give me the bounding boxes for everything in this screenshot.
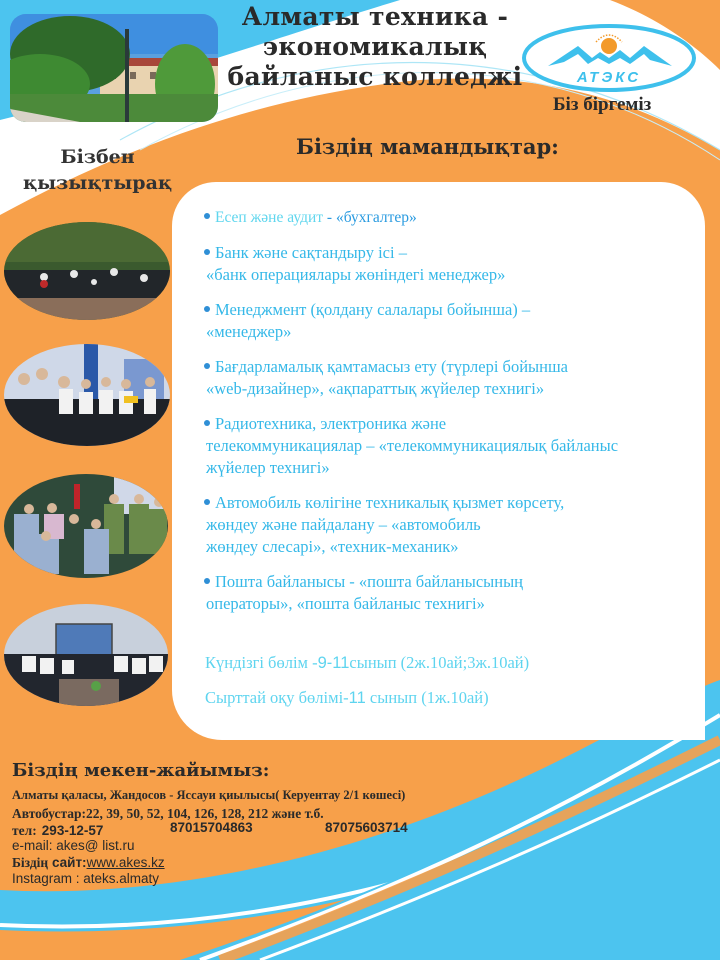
svg-text:АТЭКС: АТЭКС	[576, 69, 642, 86]
specialties-heading: Біздің мамандықтар:	[296, 134, 559, 159]
group-outdoor-photo	[4, 222, 170, 320]
qualification: жүйелер технигі»	[206, 458, 330, 477]
phone-label: тел:	[12, 823, 37, 838]
study-mode-label: Күндізгі бөлім -	[205, 653, 318, 672]
title-line-2: экономикалық	[262, 32, 488, 61]
site-label: Біздің	[12, 855, 49, 870]
qualification: «банк операциялары жөніндегі менеджер»	[206, 265, 506, 284]
qualification: операторы», «пошта байланыс технигі»	[206, 594, 485, 613]
part-time-study	[205, 687, 489, 709]
qualification: «менеджер»	[206, 322, 292, 341]
bullet-icon	[204, 306, 210, 312]
bullet-icon	[204, 499, 210, 505]
phone-number: 87075603714	[325, 820, 408, 835]
slogan: Біз біргеміз	[553, 94, 652, 115]
qualification: «бухгалтер»	[335, 209, 417, 226]
site-label-suffix: сайт:	[48, 855, 87, 870]
qualification: телекоммуникациялар – «телекоммуникациялық байланыс	[206, 436, 619, 455]
address-heading: Біздің мекен-жайымыз:	[12, 760, 270, 781]
specialty-item	[204, 242, 714, 286]
separator: -	[323, 209, 336, 226]
bullet-icon	[204, 213, 210, 219]
specialty-name: Бағдарламалық қамтамасыз ету (түрлері бойынша	[215, 357, 568, 376]
college-title	[225, 2, 525, 92]
specialty-name: Банк және сақтандыру ісі –	[215, 243, 407, 262]
title-line-3: байланыс колледжі	[227, 62, 523, 91]
specialty-name: Пошта байланысы - «пошта байланысының	[215, 572, 523, 591]
full-time-study	[205, 652, 529, 674]
bullet-icon	[204, 249, 210, 255]
address-location: Алматы қаласы, Жандосов - Яссауи қиылысы( Керуентау 2/1 көшесі)	[12, 788, 406, 802]
specialty-item	[204, 356, 714, 400]
study-mode-label: Сырттай оқу бөлімі-	[205, 688, 349, 707]
bullet-icon	[204, 578, 210, 584]
phone-row	[12, 820, 103, 839]
email: e-mail: akes@ list.ru	[12, 838, 135, 853]
specialty-item	[204, 413, 714, 479]
specialties-list	[204, 207, 714, 628]
campus-photo	[10, 14, 218, 122]
study-mode-detail: сынып (2ж.10ай;3ж.10ай)	[349, 653, 530, 672]
study-mode-detail: сынып (1ж.10ай)	[365, 688, 489, 707]
qualification: жөндеу слесарі», «техник-механик»	[206, 537, 459, 556]
specialty-name: Автомобиль көлігіне техникалық қызмет көрсету,	[215, 493, 565, 512]
specialty-item	[204, 299, 714, 343]
qualification: жөндеу және пайдалану – «автомобиль	[206, 515, 481, 534]
website-row	[12, 855, 165, 871]
title-line-1: Алматы техника -	[241, 2, 509, 31]
specialty-item	[204, 492, 714, 558]
instagram-handle: Instagram : ateks.almaty	[12, 871, 160, 886]
specialty-item	[204, 571, 714, 615]
website-link[interactable]: www.akes.kz	[86, 855, 165, 870]
specialty-name: Радиотехника, электроника және	[215, 414, 447, 433]
bullet-icon	[204, 363, 210, 369]
presentation-group-photo	[4, 604, 168, 706]
students-award-photo	[4, 344, 170, 446]
qualification: «web-дизайнер», «ақпараттық жүйелер технигі»	[206, 379, 545, 398]
specialty-name: Есеп және аудит	[215, 209, 324, 226]
classroom-group-photo	[4, 474, 168, 578]
with-us-heading	[20, 144, 175, 196]
phone-number: 87015704863	[170, 820, 253, 835]
bullet-icon	[204, 420, 210, 426]
bus-routes: Автобустар:22, 39, 50, 52, 104, 126, 128, 212 және т.б.	[12, 806, 324, 821]
ateks-logo	[520, 22, 698, 94]
with-us-line-1: Бізбен	[60, 146, 135, 168]
specialty-name: Менеджмент (қолдану салалары бойынша) –	[215, 300, 531, 319]
specialty-item	[204, 207, 714, 229]
study-mode-grades: 11	[348, 689, 366, 707]
with-us-line-2: қызықтырақ	[22, 172, 173, 194]
study-mode-grades: 9-11	[317, 654, 350, 672]
phone-number: 293-12-57	[41, 823, 104, 838]
